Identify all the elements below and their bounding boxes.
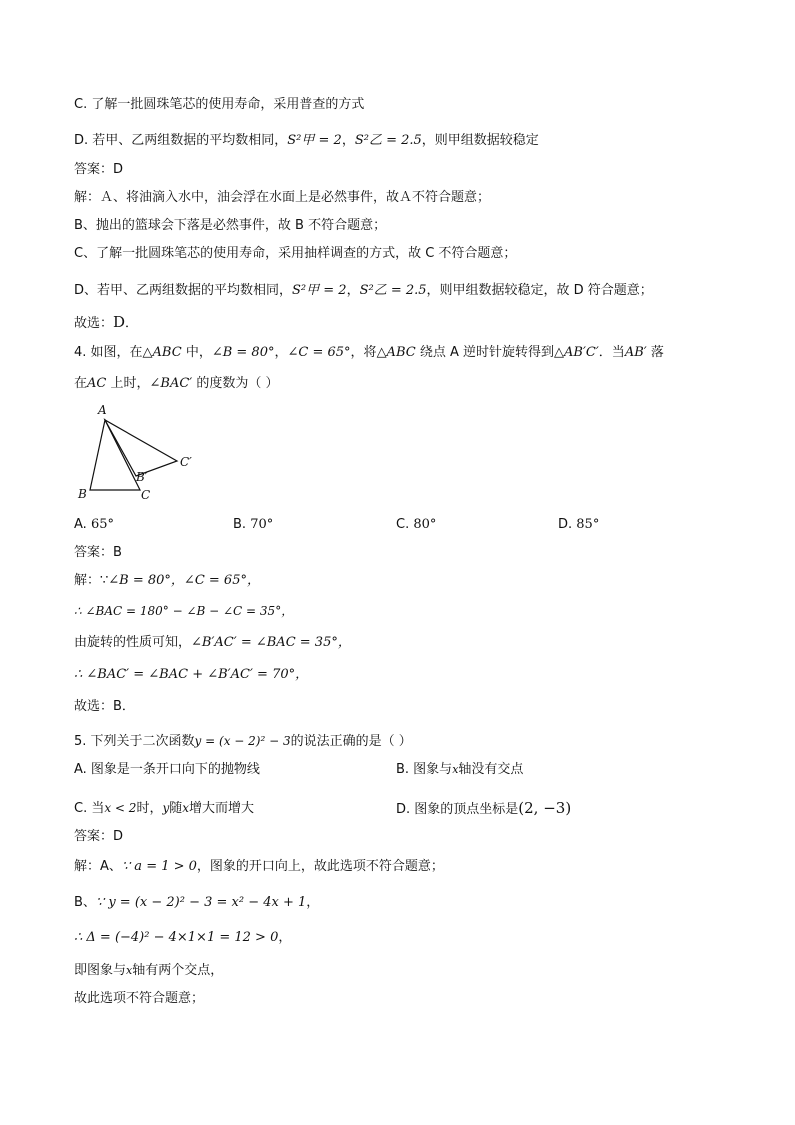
math: ∴ ∠BAC′ = ∠BAC + ∠B′AC′ = 70°， — [74, 667, 309, 682]
q3-solution-d — [74, 281, 653, 301]
var-x: x — [182, 801, 190, 815]
text: 落 — [646, 345, 664, 360]
math: ∴ Δ = (−4)² − 4×1×1 = 12 > 0 — [74, 930, 279, 945]
condition: x < 2 — [104, 801, 137, 815]
text: ， — [278, 930, 292, 945]
text: 解：∵ — [74, 573, 109, 588]
math: ∵ y = (x − 2)² − 3 = x² − 4x + 1 — [95, 895, 307, 910]
segment-ac: AC — [87, 376, 107, 391]
text: 轴没有交点 — [458, 762, 524, 777]
text: B. 图象与 — [396, 762, 453, 777]
q3-solution-d-tail: ，则甲组数据较稳定，故 D 符合题意； — [426, 283, 653, 298]
text: 上时， — [106, 376, 150, 391]
quadratic-function: y = (x − 2)² − 3 — [194, 734, 291, 748]
q5-option-d — [396, 798, 571, 820]
q5-option-a: A. 图象是一条开口向下的抛物线 — [74, 762, 260, 777]
q4-option-b — [233, 515, 273, 535]
label-b-prime: B′ — [136, 470, 148, 484]
choose-label: 故选： — [74, 316, 114, 331]
q3-option-d-text: D. 若甲、乙两组数据的平均数相同， — [74, 133, 288, 148]
q3-option-d — [74, 131, 539, 151]
text: 绕点 A 逆时针旋转得到 — [415, 345, 554, 360]
q4-answer: 答案：B — [74, 545, 122, 560]
q3-option-d-tail: ，则甲组数据较稳定 — [421, 133, 539, 148]
var-x: x — [452, 763, 459, 776]
text: 即图象与 — [74, 963, 127, 978]
option-value: 70° — [250, 517, 274, 532]
var-y: y — [162, 801, 170, 815]
text: ．当 — [598, 345, 625, 360]
q5-option-b — [396, 760, 523, 780]
text: 中， — [181, 345, 212, 360]
q3-solution-d-text: D、若甲、乙两组数据的平均数相同， — [74, 283, 293, 298]
q5-solution-3 — [74, 928, 291, 948]
q3-solution-b: B、抛出的篮球会下落是必然事件，故 B 不符合题意； — [74, 218, 387, 233]
q4-solution-3 — [74, 633, 351, 653]
label-c: C — [141, 488, 151, 502]
q4-solution-1 — [74, 571, 260, 591]
text: 的说法正确的是（ ） — [290, 734, 412, 749]
q4-option-a — [74, 515, 114, 535]
q5-solution-1 — [74, 857, 444, 877]
text: 解：A、 — [74, 859, 122, 874]
option-letter: D. — [558, 517, 577, 532]
q4-solution-2 — [74, 601, 293, 621]
q4-choose: 故选：B． — [74, 699, 135, 714]
angle-bac-prime: ∠BAC′ — [149, 376, 193, 391]
label-b: B — [78, 487, 87, 501]
text: ，将 — [350, 345, 377, 360]
text: 的度数为（ ） — [192, 376, 279, 391]
text: D. 图象的顶点坐标是 — [396, 802, 519, 817]
q5-solution-5: 故此选项不符合题意； — [74, 991, 205, 1006]
label-a: A — [98, 403, 107, 417]
q5-option-c — [74, 798, 254, 819]
text: 由旋转的性质可知， — [74, 635, 192, 650]
q3-choose — [74, 312, 138, 334]
choose-period: ． — [125, 316, 139, 331]
text: 在 — [74, 376, 88, 391]
math: ∵ a = 1 > 0 — [121, 859, 197, 874]
variance-yi: S²乙 = 2.5 — [359, 283, 427, 298]
angle-c: ∠C = 65° — [287, 345, 351, 360]
text: ， — [274, 345, 288, 360]
q5-solution-2 — [74, 893, 319, 913]
option-letter: C. — [396, 517, 414, 532]
vertex-coordinates: (2, −3) — [518, 799, 572, 817]
q5-solution-4 — [74, 961, 223, 981]
option-value: 65° — [90, 517, 114, 532]
q5-answer: 答案：D — [74, 829, 124, 844]
separator: ， — [341, 133, 355, 148]
segment-ab-prime: AB′ — [624, 345, 647, 360]
q4-stem-line2 — [74, 374, 279, 394]
triangle-ab-c-prime-shape — [105, 420, 177, 476]
option-letter: A. — [74, 517, 91, 532]
text: C. 当 — [74, 801, 105, 816]
text: 随 — [169, 801, 183, 816]
q3-solution-a: 解：Ａ、将油滴入水中，油会浮在水面上是必然事件，故Ａ不符合题意； — [74, 190, 491, 205]
choose-value: D — [113, 313, 126, 331]
q4-stem-line1 — [74, 343, 664, 363]
math: ∠B′AC′ = ∠BAC = 35°， — [191, 635, 351, 650]
option-letter: B. — [233, 517, 251, 532]
q3-option-c: C. 了解一批圆珠笔芯的使用寿命，采用普查的方式 — [74, 97, 365, 112]
q4-option-c — [396, 515, 436, 535]
variance-yi: S²乙 = 2.5 — [354, 133, 422, 148]
text: 5. 下列关于二次函数 — [74, 734, 195, 749]
triangle-abc: △ABC — [376, 345, 416, 360]
var-x: x — [126, 964, 133, 977]
triangle-abc: △ABC — [142, 345, 182, 360]
variance-jia: S²甲 = 2 — [292, 283, 347, 298]
q3-solution-c: C、了解一批圆珠笔芯的使用寿命，采用抽样调查的方式，故 C 不符合题意； — [74, 246, 517, 261]
text: 轴有两个交点， — [132, 963, 224, 978]
text: 时， — [136, 801, 163, 816]
option-value: 85° — [576, 517, 600, 532]
separator: ， — [346, 283, 360, 298]
text: B、 — [74, 895, 96, 910]
triangle-abc-shape — [90, 420, 140, 490]
label-c-prime: C′ — [180, 455, 192, 469]
math: ∠B = 80°，∠C = 65°， — [108, 573, 260, 588]
q4-solution-4 — [74, 665, 308, 685]
text: ，图象的开口向上，故此选项不符合题意； — [196, 859, 444, 874]
q5-stem — [74, 731, 412, 752]
text: ， — [306, 895, 320, 910]
angle-b: ∠B = 80° — [211, 345, 275, 360]
variance-jia: S²甲 = 2 — [287, 133, 342, 148]
triangle-ab-c-prime: △AB′C′ — [554, 345, 599, 360]
rotation-figure — [70, 400, 210, 505]
text: 增大而增大 — [189, 801, 255, 816]
q3-answer: 答案：D — [74, 162, 124, 177]
q4-option-d — [558, 515, 599, 535]
option-value: 80° — [413, 517, 437, 532]
math: ∴ ∠BAC = 180° − ∠B − ∠C = 35°， — [74, 604, 294, 618]
text: 4. 如图，在 — [74, 345, 143, 360]
